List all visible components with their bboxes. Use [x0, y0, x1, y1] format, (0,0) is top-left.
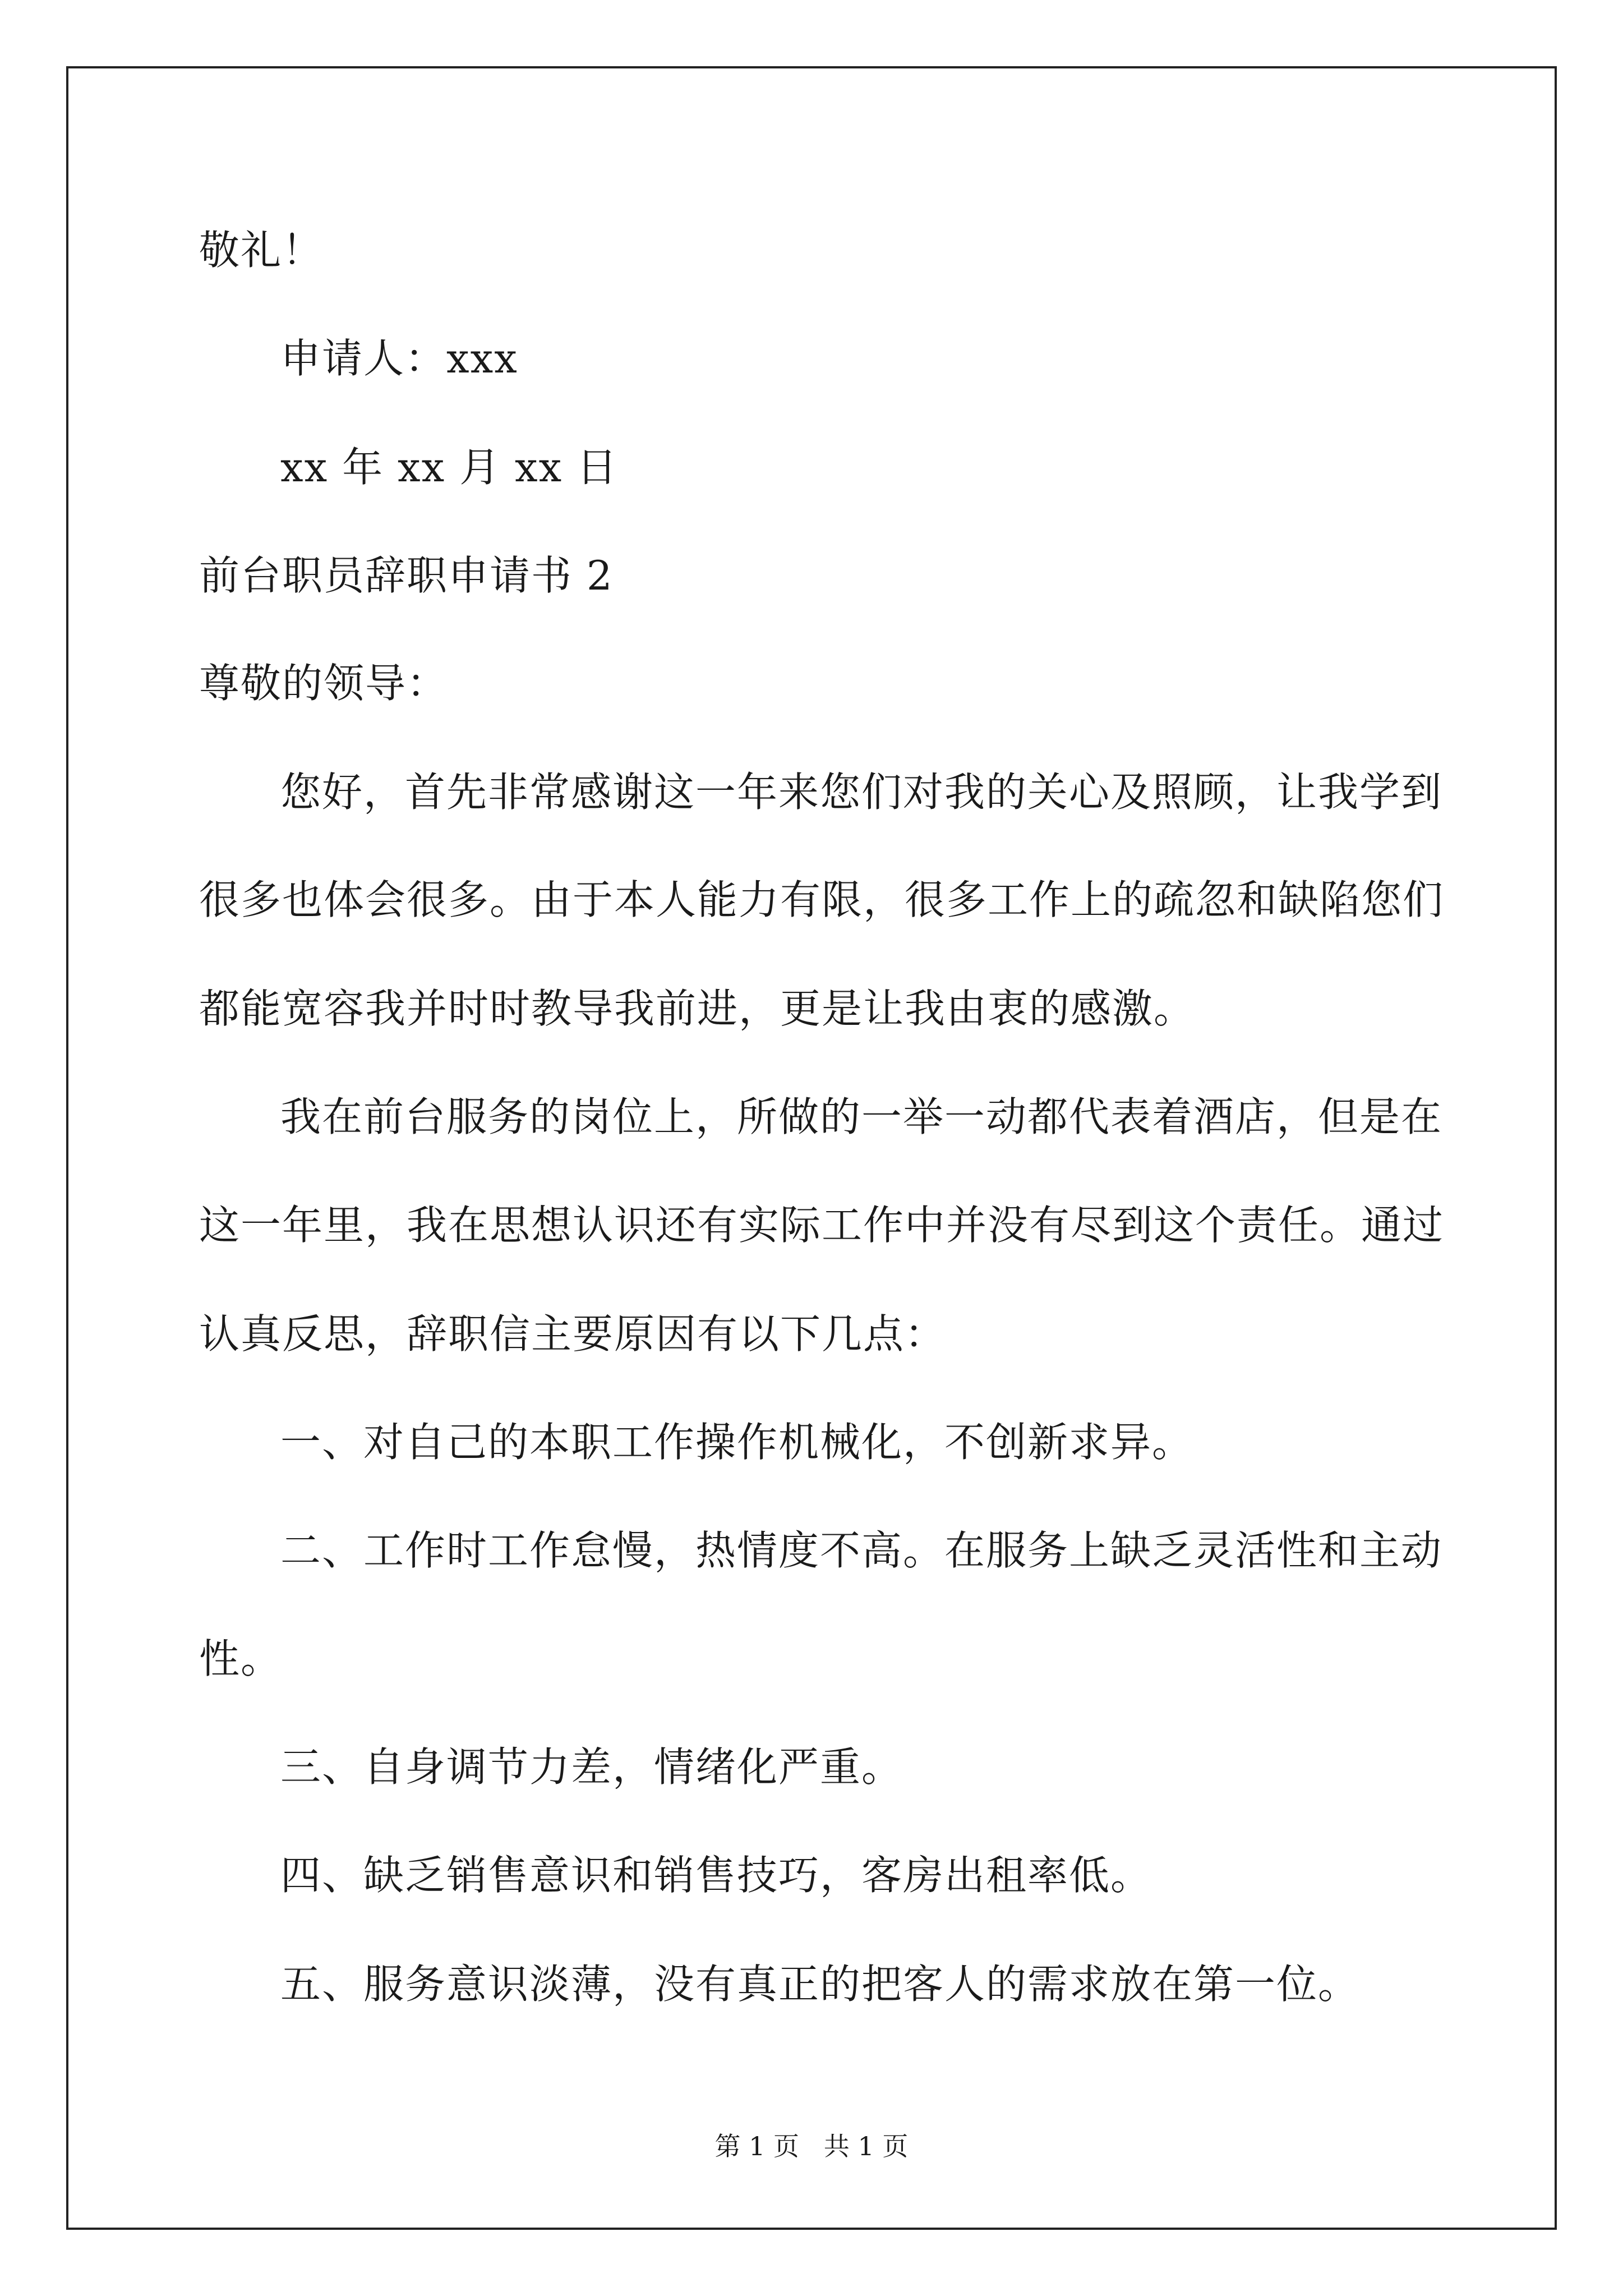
- list-item: 三、自身调节力差，情绪化严重。: [280, 1743, 903, 1791]
- date-line: xx 年 xx 月 xx 日: [280, 444, 619, 491]
- paragraph-line: 很多也体会很多。由于本人能力有限，很多工作上的疏忽和缺陷您们: [199, 876, 1445, 923]
- paragraph-line: 这一年里，我在思想认识还有实际工作中并没有尽到这个责任。通过: [199, 1202, 1445, 1249]
- page-border: [66, 66, 1557, 2230]
- paragraph-line: 认真反思，辞职信主要原因有以下几点：: [199, 1310, 947, 1358]
- salutation: 尊敬的领导：: [199, 660, 449, 707]
- closing-salutation: 敬礼！: [199, 227, 324, 274]
- page-footer: 第 1 页 共 1 页: [714, 2131, 909, 2161]
- paragraph-line: 都能宽容我并时时教导我前进，更是让我由衷的感激。: [199, 985, 1196, 1032]
- list-item: 一、对自己的本职工作操作机械化，不创新求异。: [280, 1419, 1194, 1466]
- paragraph-line: 您好，首先非常感谢这一年来您们对我的关心及照顾，让我学到: [280, 769, 1443, 816]
- applicant-line: 申请人：xxx: [280, 335, 518, 382]
- list-item: 四、缺乏销售意识和销售技巧，客房出租率低。: [280, 1852, 1152, 1899]
- section-title: 前台职员辞职申请书 2: [199, 552, 614, 599]
- list-item-continuation: 性。: [199, 1635, 283, 1682]
- paragraph-line: 我在前台服务的岗位上，所做的一举一动都代表着酒店，但是在: [280, 1093, 1443, 1140]
- list-item: 五、服务意识淡薄，没有真正的把客人的需求放在第一位。: [280, 1961, 1360, 2008]
- list-item: 二、工作时工作怠慢，热情度不高。在服务上缺乏灵活性和主动: [280, 1527, 1443, 1574]
